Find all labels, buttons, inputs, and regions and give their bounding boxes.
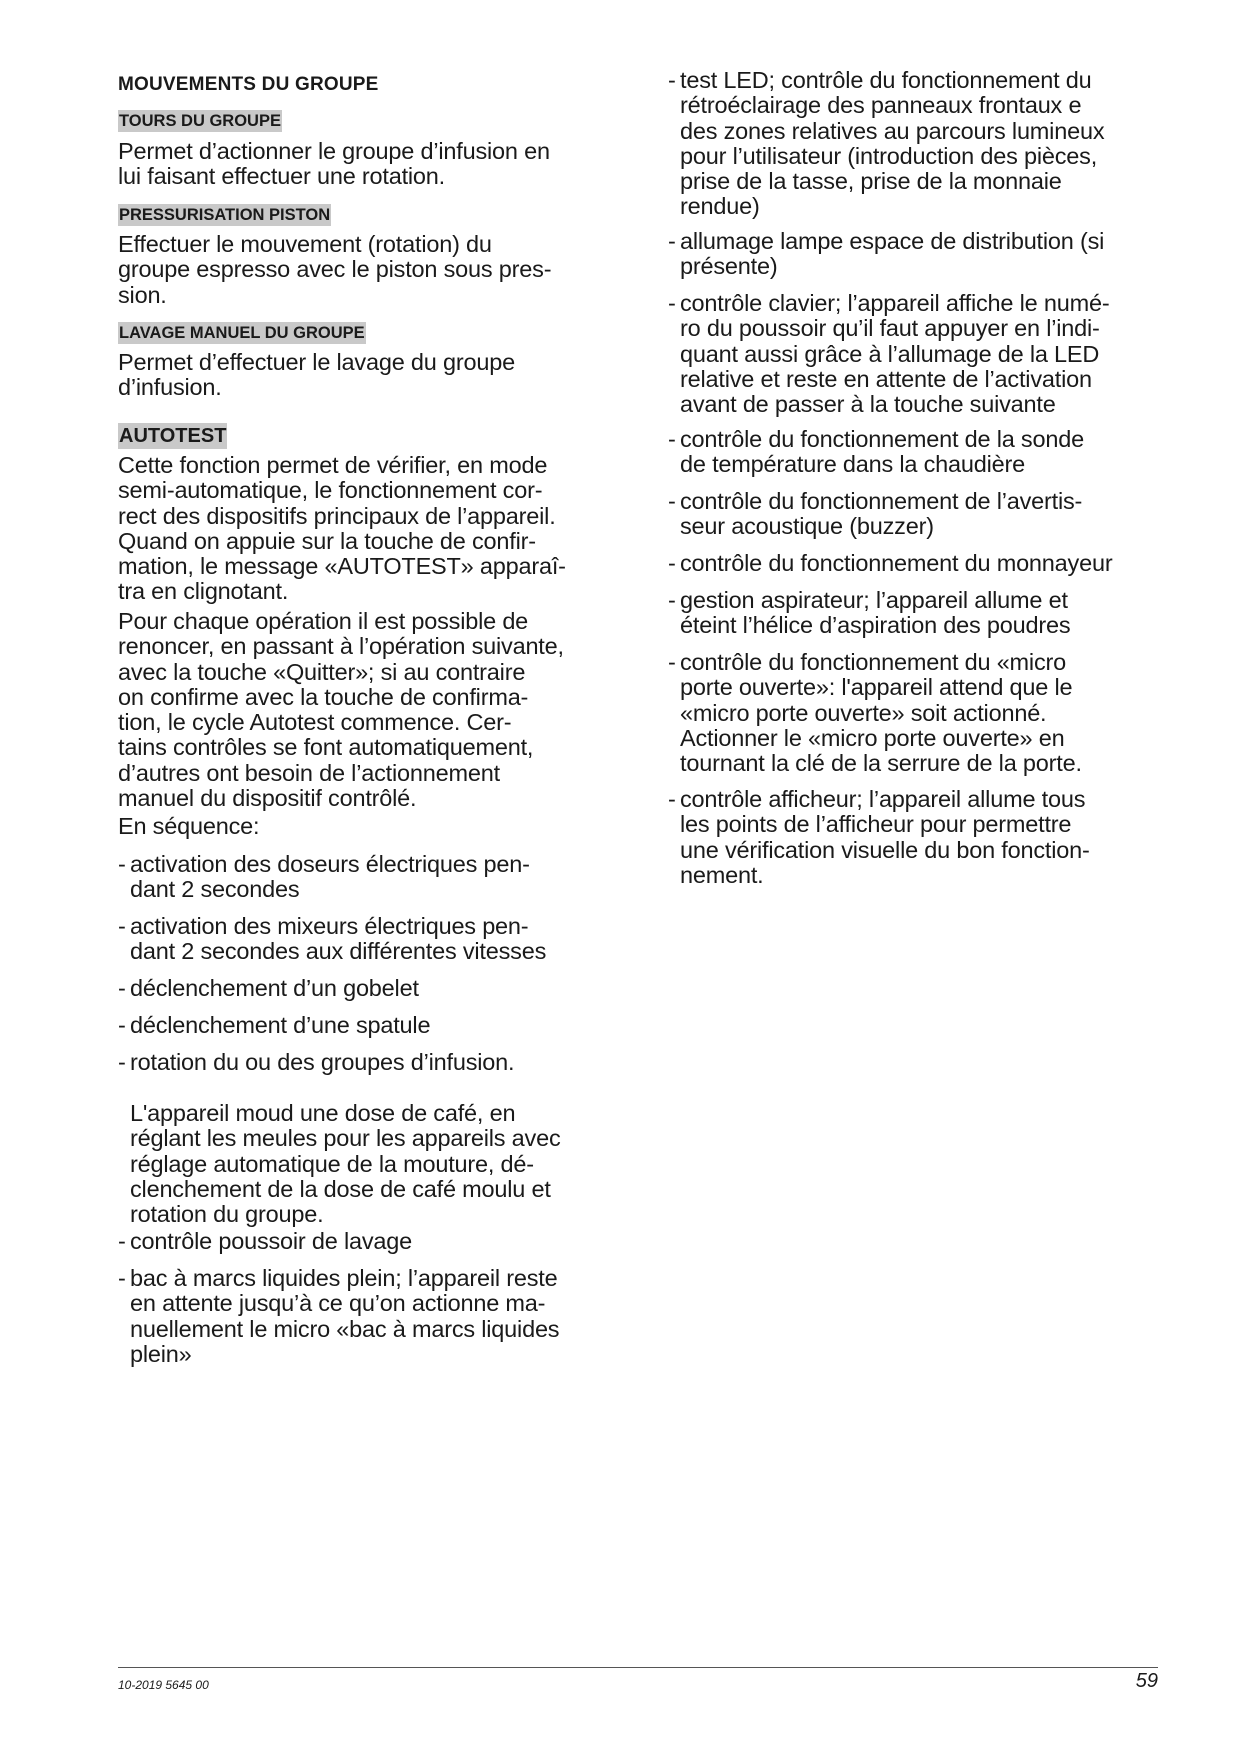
dash-bullet: - xyxy=(668,786,676,812)
dash-bullet: - xyxy=(668,426,676,452)
list-item: - bac à marcs liquides plein; l’appareil reste en attente jusqu’à ce qu’on actionne ma- nuellement le micro «bac à marcs liquides plein» xyxy=(118,1265,560,1367)
list-item: - activation des doseurs électriques pen- dant 2 secondes xyxy=(118,851,530,903)
dash-bullet: - xyxy=(668,290,676,316)
list-item: - contrôle du fonctionnement du monnayeur xyxy=(668,550,1113,576)
list-item: - allumage lampe espace de distribution (si présente) xyxy=(668,228,1105,280)
text-tours-du-groupe: Permet d’actionner le groupe d’infusion en lui faisant effectuer une rotation. xyxy=(118,138,550,190)
list-item: - contrôle du fonctionnement de la sonde de température dans la chaudière xyxy=(668,426,1084,478)
list-item: - déclenchement d’un gobelet xyxy=(118,975,419,1001)
heading-pressurisation-piston: PRESSURISATION PISTON xyxy=(119,206,331,224)
heading-tours-du-groupe: TOURS DU GROUPE xyxy=(119,112,281,130)
coffee-grind-paragraph: L'appareil moud une dose de café, en réglant les meules pour les appareils avec réglage automatique de la mouture, dé- clenchement de la dose de café moulu et rotation du groupe. xyxy=(130,1100,561,1228)
autotest-paragraph-1: Cette fonction permet de vérifier, en mode semi-automatique, le fonctionnement cor- rect des dispositifs principaux de l’appareil. Quand on appuie sur la touche de confir- mation, le message «AUTOTEST» apparaî- tra en clignotant. xyxy=(118,452,566,605)
list-item: - contrôle du fonctionnement de l’avertis- seur acoustique (buzzer) xyxy=(668,488,1083,540)
autotest-paragraph-3: En séquence: xyxy=(118,813,260,839)
list-item: - test LED; contrôle du fonctionnement du rétroéclairage des panneaux frontaux e des zones relatives au parcours lumineux pour l’utilisateur (introduction des pièces, prise de la tasse, prise de la monnaie rendue) xyxy=(668,67,1105,220)
dash-bullet: - xyxy=(118,1049,126,1075)
autotest-paragraph-2: Pour chaque opération il est possible de renoncer, en passant à l’opération suivante, avec la touche «Quitter»; si au contraire on confirme avec la touche de confirma- tion, le cycle Autotest commence. Cer- tains contrôles se font automatiquement, d’autres ont besoin de l’actionnement manuel du dispositif contrôlé. xyxy=(118,608,564,812)
footer-divider xyxy=(118,1667,1158,1668)
section-title: MOUVEMENTS DU GROUPE xyxy=(118,74,379,95)
text-lavage-manuel: Permet d’effectuer le lavage du groupe d’infusion. xyxy=(118,349,515,401)
dash-bullet: - xyxy=(668,550,676,576)
dash-bullet: - xyxy=(118,975,126,1001)
list-item: - gestion aspirateur; l’appareil allume et éteint l’hélice d’aspiration des poudres xyxy=(668,587,1071,639)
text-pressurisation-piston: Effectuer le mouvement (rotation) du groupe espresso avec le piston sous pres- sion. xyxy=(118,231,552,308)
list-item: - contrôle poussoir de lavage xyxy=(118,1228,413,1254)
heading-lavage-manuel: LAVAGE MANUEL DU GROUPE xyxy=(119,324,365,342)
list-item: - contrôle du fonctionnement du «micro porte ouverte»: l'appareil attend que le «micro porte ouverte» soit actionné. Actionner le «micro porte ouverte» en tournant la clé de la serrure de la porte. xyxy=(668,649,1082,777)
dash-bullet: - xyxy=(118,1265,126,1291)
heading-autotest: AUTOTEST xyxy=(119,425,227,447)
list-item: - contrôle clavier; l’appareil affiche le numé- ro du poussoir qu’il faut appuyer en l’indi- quant aussi grâce à l’allumage de la LED relative et reste en attente de l’activation avant de passer à la touche suivante xyxy=(668,290,1110,418)
dash-bullet: - xyxy=(118,1012,126,1038)
dash-bullet: - xyxy=(668,488,676,514)
dash-bullet: - xyxy=(668,649,676,675)
list-item: - rotation du ou des groupes d’infusion. xyxy=(118,1049,515,1075)
dash-bullet: - xyxy=(668,228,676,254)
dash-bullet: - xyxy=(668,587,676,613)
dash-bullet: - xyxy=(668,67,676,93)
dash-bullet: - xyxy=(118,1228,126,1254)
page-number: 59 xyxy=(1135,1670,1158,1692)
footer-reference: 10-2019 5645 00 xyxy=(118,1678,209,1692)
dash-bullet: - xyxy=(118,851,126,877)
list-item: - contrôle afficheur; l’appareil allume tous les points de l’afficheur pour permettre une vérification visuelle du bon fonction- nement. xyxy=(668,786,1090,888)
list-item: - déclenchement d’une spatule xyxy=(118,1012,431,1038)
list-item: - activation des mixeurs électriques pen- dant 2 secondes aux différentes vitesses xyxy=(118,913,547,965)
dash-bullet: - xyxy=(118,913,126,939)
